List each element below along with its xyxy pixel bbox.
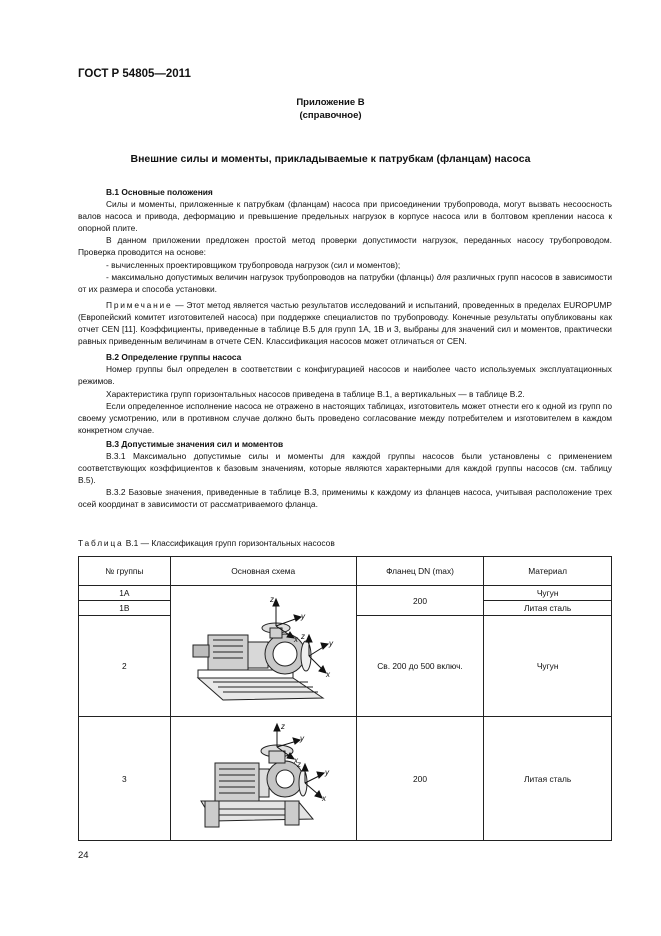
note-text: — Этот метод является частью результатов исследований и испытаний, проведенных в пределах EUROPUMP (Европейский комитет изготовителей насоса) при поддержке специалистов по трубопроводу. Конечные результаты опубликованы как отчет CEN [11]. Коэффициенты, приведенные в таблице В.5 для групп 1А, 1В и 3, выбраны для значений сил и моментов, практически равных приведенным величинам в отчете CEN. Классификация насосов может отличаться от CEN. xyxy=(78,299,612,347)
axis-label-x: x xyxy=(322,793,327,803)
b1-note xyxy=(78,299,612,347)
header-scheme: Основная схема xyxy=(170,557,356,586)
horizontal-pump-diagram-2 xyxy=(173,719,353,837)
appendix-type: (справочное) xyxy=(299,110,362,121)
material-cell: Литая сталь xyxy=(484,601,612,616)
b1-list-item-2: - максимально допустимых величин нагрузок трубопроводов на патрубки (фланцы) для различных групп насосов в зависимости от их размера и способа установки. xyxy=(78,271,613,294)
axis-label-x: x xyxy=(294,635,299,644)
dn-cell: Св. 200 до 500 включ. xyxy=(356,616,484,717)
axis-label-x: x xyxy=(294,755,299,765)
note-label: Примечание xyxy=(106,299,173,310)
table-header-row xyxy=(79,557,612,586)
horizontal-pump-diagram-1 xyxy=(173,590,353,710)
b2-paragraph-1: Номер группы был определен в соответствии с конфигурацией насосов и наиболее часто используемых эксплуатационных режимов. xyxy=(78,364,612,387)
b3-paragraph-2: В.3.2 Базовые значения, приведенные в таблице В.3, применимы к каждому из фланцев насоса, учитывая расположение трех осей координат в зависимости от рассматриваемого фланца. xyxy=(78,487,612,510)
header-dn: Фланец DN (max) xyxy=(356,557,484,586)
body-text xyxy=(78,184,612,510)
axis-label-z: z xyxy=(301,632,306,641)
b2-paragraph-2: Характеристика групп горизонтальных насосов приведена в таблице В.1, а вертикальных — в таблице В.2. xyxy=(106,388,525,399)
table-caption: Таблица В.1 — Классификация групп горизонтальных насосов xyxy=(78,538,335,548)
group-cell: 1B xyxy=(79,601,171,616)
group-cell: 2 xyxy=(79,616,171,717)
document-header: ГОСТ Р 54805—2011 xyxy=(78,68,191,80)
group-cell: 1A xyxy=(79,586,171,601)
b2-heading: В.2 Определение группы насоса xyxy=(106,352,242,363)
axis-label-y: y xyxy=(325,767,330,777)
axis-label-z: z xyxy=(297,759,302,769)
header-group: № группы xyxy=(79,557,171,586)
scheme-cell-1 xyxy=(170,586,356,717)
table-row xyxy=(79,586,612,601)
dn-cell: 200 xyxy=(356,586,484,616)
b3-paragraph-1: В.3.1 Максимально допустимые силы и моменты для каждой группы насосов были установлены с применением соответствующих коэффициентов к базовым значениям, которые являются характерными для каждой группы насосов (см. таблицу В.5). xyxy=(78,450,612,486)
b2-paragraph-3: Если определенное исполнение насоса не отражено в настоящих таблицах, изготовитель может отнести его к одной из групп по своему усмотрению, или в противном случае должно быть проведено согласование между потребителем и изготовителем в каждом конкретном случае. xyxy=(78,400,612,435)
axis-label-x: x xyxy=(326,670,331,679)
b1-paragraph-1: Силы и моменты, приложенные к патрубкам (фланцам) насоса при присоединении трубопровода, могут вызвать несоосность валов насоса и привода, деформацию и превышение предельных нагрузок в корпусе насоса или в болтовом креплении насоса к опорной плите. xyxy=(78,199,612,234)
group-table xyxy=(78,556,612,841)
axis-label-y: y xyxy=(300,733,305,743)
b1-paragraph-2: В данном приложении предложен простой метод проверки допустимости нагрузок, переданных насосу трубопроводом. Проверка проводится на основе: xyxy=(78,235,612,258)
appendix-title: Приложение В xyxy=(296,97,365,108)
section-title: Внешние силы и моменты, прикладываемые к патрубкам (фланцам) насоса xyxy=(130,153,531,165)
dn-cell: 200 xyxy=(356,717,484,841)
material-cell: Литая сталь xyxy=(484,717,612,841)
table-row xyxy=(79,717,612,841)
b1-heading: В.1 Основные положения xyxy=(106,187,213,197)
axis-label-z: z xyxy=(281,721,286,731)
b3-heading: В.3 Допустимые значения сил и моментов xyxy=(106,438,284,449)
axis-label-y: y xyxy=(329,639,334,648)
b1-list-item-1: - вычисленных проектировщиком трубопровода нагрузок (сил и моментов); xyxy=(106,259,401,270)
header-material: Материал xyxy=(484,557,612,586)
axis-label-y: y xyxy=(301,612,306,621)
page-number: 24 xyxy=(78,850,89,861)
material-cell: Чугун xyxy=(484,586,612,601)
material-cell: Чугун xyxy=(484,616,612,717)
group-cell: 3 xyxy=(79,717,171,841)
scheme-cell-2 xyxy=(170,717,356,841)
axis-label-z: z xyxy=(270,595,275,604)
